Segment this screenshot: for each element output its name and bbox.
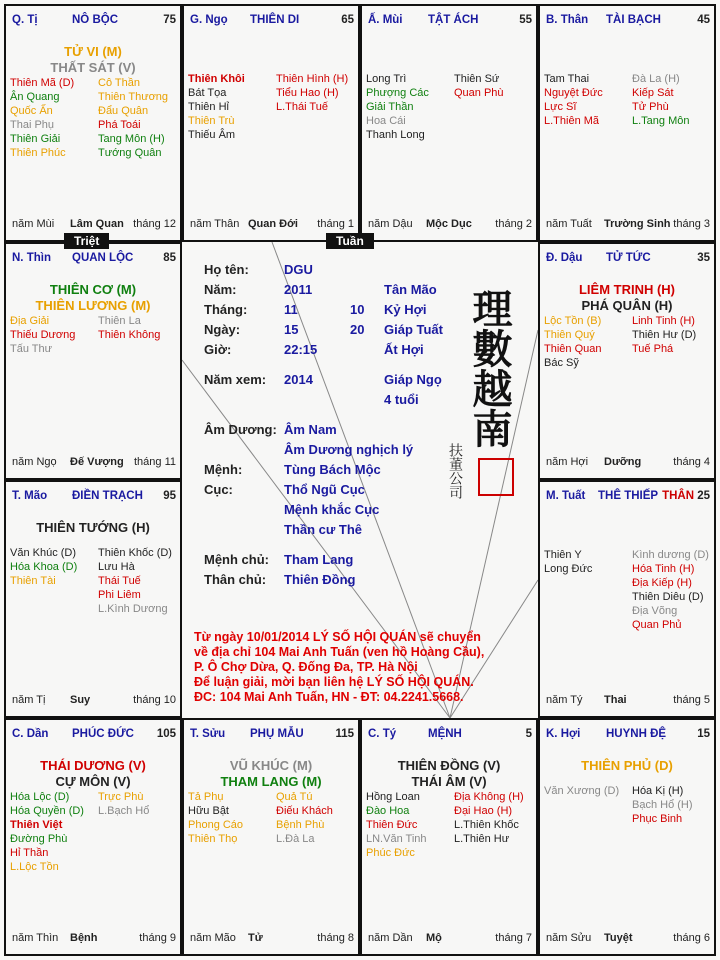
palace-branch: T. Sửu	[190, 728, 226, 740]
palace-header	[190, 14, 354, 30]
footer-stage: Tuyệt	[604, 932, 633, 944]
footer-month: tháng 7	[495, 932, 532, 944]
footer-month: tháng 5	[673, 694, 710, 706]
footer-year: năm Dần	[368, 932, 413, 944]
palace-footer	[546, 218, 710, 232]
palace-ngo	[182, 4, 360, 242]
value-menh: Tùng Bách Mộc	[284, 462, 381, 477]
palace-branch: K. Hợi	[546, 728, 581, 740]
main-star: THÁI ÂM (V)	[411, 774, 487, 789]
palace-name-text: THIÊN DI	[250, 14, 300, 26]
main-star: THAM LANG (M)	[220, 774, 322, 789]
minor-star: Tử Phù	[632, 101, 669, 113]
main-star: THIÊN LƯƠNG (M)	[35, 298, 151, 313]
minor-star: Thiên Khôi	[188, 73, 245, 85]
palace-branch: T. Mão	[12, 490, 48, 502]
minor-stars-left	[10, 76, 74, 160]
minor-star: Thiên Giải	[10, 133, 61, 145]
minor-star: Quốc Ấn	[10, 105, 53, 117]
seal-small-text: 扶董公司	[447, 443, 463, 499]
palace-name-text: TÀI BẠCH	[606, 14, 661, 26]
palace-age: 75	[163, 14, 176, 26]
palace-ti	[4, 4, 182, 242]
palace-footer	[12, 456, 176, 470]
palace-header	[190, 728, 354, 744]
value-am-duong: Âm Nam	[284, 422, 337, 437]
minor-stars-right	[276, 72, 348, 114]
palace-name	[250, 728, 304, 740]
minor-star: Hóa Lộc (D)	[10, 791, 70, 803]
main-star: THẤT SÁT (V)	[50, 60, 136, 75]
palace-age: 55	[519, 14, 532, 26]
palace-name-text: THÊ THIẾP	[598, 490, 659, 502]
minor-star: Thiên Hỉ	[188, 101, 229, 113]
minor-star: Ân Quang	[10, 91, 60, 103]
minor-star: Lộc Tồn (B)	[544, 315, 602, 327]
label-nam-xem: Năm xem:	[204, 372, 267, 387]
minor-star: Phi Liêm	[98, 589, 141, 601]
palace-header	[546, 252, 710, 268]
value-cuc-2: Mệnh khắc Cục	[284, 502, 380, 517]
minor-star: Thiên Thương	[98, 91, 169, 103]
minor-star: LN.Văn Tinh	[366, 833, 427, 845]
palace-name-text: PHỤ MẪU	[250, 728, 304, 740]
value-gio: 22:15	[284, 342, 318, 357]
minor-star: Phúc Đức	[366, 847, 415, 859]
minor-star: L.Bạch Hổ	[98, 805, 150, 817]
footer-year: năm Mão	[190, 932, 236, 944]
minor-stars-left	[544, 314, 601, 370]
minor-star: Thiên Mã (D)	[10, 77, 75, 89]
notice-text	[194, 630, 530, 705]
minor-star: Văn Xương (D)	[544, 785, 620, 797]
palace-name	[598, 490, 694, 502]
palace-branch: M. Tuất	[546, 490, 586, 502]
footer-stage: Thai	[604, 694, 627, 706]
seal-logo	[447, 268, 526, 499]
seal-calligraphy: 理數越南	[466, 288, 513, 448]
palace-header	[368, 728, 532, 744]
palace-name-text: QUAN LỘC	[72, 252, 134, 264]
palace-age: 105	[156, 728, 176, 740]
palace-tuat	[538, 480, 716, 718]
label-menh-chu: Mệnh chủ:	[204, 552, 269, 567]
minor-star: Long Trì	[366, 73, 407, 85]
palace-header	[12, 728, 176, 744]
label-menh: Mệnh:	[204, 462, 243, 477]
label-nam: Năm:	[204, 282, 237, 297]
footer-year: năm Mùi	[12, 218, 55, 230]
minor-star: Thiên Khốc (D)	[98, 547, 172, 559]
palace-branch: Đ. Dậu	[546, 252, 583, 264]
minor-stars-right	[632, 548, 709, 632]
minor-star: Thiên Việt	[10, 819, 63, 831]
palace-age: 65	[341, 14, 354, 26]
palace-name	[72, 490, 143, 502]
value-ngay: 15	[284, 322, 299, 337]
minor-star: Thiên Trù	[188, 115, 235, 127]
footer-year: năm Dậu	[368, 218, 413, 230]
minor-star: L.Thiên Mã	[544, 115, 600, 127]
minor-star: Thiên Sứ	[454, 73, 500, 85]
value-than-chu: Thiên Đồng	[284, 572, 356, 587]
minor-stars-left	[544, 548, 592, 576]
value-cuc: Thổ Ngũ Cục	[284, 482, 365, 497]
minor-star: Phong Cáo	[188, 819, 244, 831]
minor-star: Thái Tuế	[98, 575, 141, 587]
footer-stage: Trường Sinh	[604, 218, 671, 230]
value-thang-am: 10	[350, 302, 365, 317]
footer-month: tháng 8	[317, 932, 354, 944]
value-gio-can: Ất Hợi	[384, 342, 424, 357]
minor-star: Giải Thần	[366, 101, 414, 113]
value-nam-can: Tân Mão	[384, 282, 437, 297]
footer-month: tháng 11	[133, 456, 176, 468]
minor-star: Thiên Phúc	[10, 147, 66, 159]
minor-star: Địa Kiếp (H)	[632, 577, 692, 589]
minor-star: Thiên Diêu (D)	[632, 591, 704, 603]
footer-month: tháng 12	[133, 218, 176, 230]
minor-star: Thiếu Âm	[188, 129, 236, 141]
palace-footer	[190, 932, 354, 946]
minor-stars-left	[188, 790, 243, 846]
minor-stars-right	[632, 72, 689, 128]
palace-ty	[360, 718, 538, 956]
minor-star: Đẩu Quân	[98, 105, 149, 117]
footer-stage: Bệnh	[70, 932, 98, 944]
palace-footer	[12, 694, 176, 708]
value-ngay-can: Giáp Tuất	[384, 322, 443, 337]
minor-star: Văn Khúc (D)	[10, 547, 77, 559]
minor-star: Tả Phụ	[188, 791, 224, 803]
minor-stars-left	[366, 72, 429, 142]
minor-star: Long Đức	[544, 563, 593, 575]
value-nam-xem: 2014	[284, 372, 313, 387]
palace-header	[546, 728, 710, 744]
palace-header	[12, 14, 176, 30]
main-star: THIÊN ĐỒNG (V)	[397, 758, 501, 773]
palace-age: 15	[697, 728, 710, 740]
palace-mui	[360, 4, 538, 242]
footer-year: năm Tị	[12, 694, 46, 706]
footer-month: tháng 10	[133, 694, 176, 706]
main-star: THIÊN PHỦ (D)	[581, 758, 673, 773]
palace-footer	[546, 932, 710, 946]
minor-stars-left	[544, 72, 603, 128]
palace-branch: N. Thìn	[12, 252, 51, 264]
footer-stage: Tử	[248, 932, 263, 944]
minor-star: Đường Phù	[10, 833, 68, 845]
palace-branch: Ấ. Mùi	[368, 14, 403, 26]
main-star: TỬ VI (M)	[64, 44, 122, 59]
minor-stars-right	[632, 784, 693, 826]
minor-star: Thiên Hư (D)	[632, 329, 697, 341]
tuan-tag: Tuần	[326, 233, 374, 249]
palace-name-text: PHÚC ĐỨC	[72, 728, 134, 740]
label-am-duong: Âm Dương:	[204, 422, 277, 437]
footer-month: tháng 6	[673, 932, 710, 944]
palace-name	[72, 14, 118, 26]
minor-stars-right	[98, 76, 168, 160]
palace-branch: C. Tý	[368, 728, 397, 740]
minor-star: L.Lộc Tồn	[10, 861, 59, 873]
label-ho-ten: Họ tên:	[204, 262, 249, 277]
minor-star: Hóa Khoa (D)	[10, 561, 78, 573]
palace-branch: G. Ngọ	[190, 14, 228, 26]
footer-stage: Quan Đới	[248, 218, 298, 230]
minor-stars-left	[10, 546, 77, 588]
footer-year: năm Tý	[546, 694, 583, 706]
minor-star: Hữu Bật	[188, 805, 229, 817]
minor-stars-right	[454, 790, 524, 846]
value-am-duong-2: Âm Dương nghịch lý	[284, 442, 414, 457]
main-star: CỰ MÔN (V)	[55, 774, 131, 789]
palace-name-text: TỬ TỨC	[606, 252, 651, 264]
minor-star: L.Tang Môn	[632, 115, 690, 127]
palace-name-text: MỆNH	[428, 728, 462, 740]
palace-name	[250, 14, 299, 26]
palace-name-text: HUYNH ĐỆ	[606, 728, 667, 740]
minor-stars-left	[366, 790, 427, 860]
minor-star: Thiên Quý	[544, 329, 595, 341]
palace-footer	[368, 932, 532, 946]
minor-star: L.Đà La	[276, 833, 315, 845]
label-ngay: Ngày:	[204, 322, 241, 337]
palace-name	[72, 252, 133, 264]
label-thang: Tháng:	[204, 302, 248, 317]
minor-star: Linh Tinh (H)	[632, 315, 695, 327]
minor-star: Quả Tú	[276, 791, 313, 803]
main-star: VŨ KHÚC (M)	[229, 758, 313, 773]
minor-star: Thiên La	[98, 315, 141, 327]
minor-star: Nguyệt Đức	[544, 87, 603, 99]
minor-stars-right	[98, 546, 172, 616]
value-tuoi: 4 tuổi	[384, 392, 419, 407]
palace-header	[546, 14, 710, 30]
minor-star: L.Thiên Khốc	[454, 819, 519, 831]
value-cuc-3: Thần cư Thê	[284, 522, 363, 537]
value-menh-chu: Tham Lang	[284, 552, 354, 567]
main-star: PHÁ QUÂN (H)	[581, 298, 673, 313]
palace-age: 115	[335, 728, 354, 740]
palace-footer	[546, 694, 710, 708]
palace-name	[606, 252, 651, 264]
minor-stars-left	[188, 72, 245, 142]
palace-suu	[182, 718, 360, 956]
minor-star: Phục Binh	[632, 813, 683, 825]
palace-mao	[4, 480, 182, 718]
palace-name	[428, 14, 478, 26]
label-gio: Giờ:	[204, 342, 232, 357]
footer-year: năm Thìn	[12, 932, 59, 944]
minor-star: Địa Võng	[632, 605, 678, 617]
minor-star: Hóa Tinh (H)	[632, 563, 695, 575]
minor-star: Đà La (H)	[632, 73, 680, 85]
minor-stars-right	[98, 790, 149, 818]
footer-stage: Dưỡng	[604, 456, 642, 468]
palace-age: 85	[163, 252, 176, 264]
minor-star: Hỉ Thần	[10, 847, 49, 859]
footer-stage: Mộc Dục	[426, 218, 472, 230]
minor-star: Tướng Quân	[98, 147, 162, 159]
main-star: THIÊN CƠ (M)	[49, 282, 137, 297]
minor-star: Đại Hao (H)	[454, 805, 513, 817]
palace-header	[546, 490, 710, 506]
minor-star: Lực Sĩ	[544, 101, 577, 113]
minor-star: Phá Toái	[98, 119, 141, 131]
minor-star: Tam Thai	[544, 73, 590, 85]
minor-star: Đào Hoa	[366, 805, 410, 817]
seal-stamp	[478, 458, 514, 496]
minor-star: Bạch Hổ (H)	[632, 799, 693, 811]
value-ngay-am: 20	[350, 322, 365, 337]
minor-star: Hồng Loan	[366, 791, 420, 803]
minor-star: Trực Phù	[98, 791, 144, 803]
palace-name-text: TẬT ÁCH	[428, 14, 479, 26]
minor-stars-left	[10, 790, 84, 874]
minor-star: Quan Phủ	[632, 619, 682, 631]
value-thang: 11	[284, 302, 298, 317]
triet-tag: Triệt	[64, 233, 109, 249]
palace-footer	[546, 456, 710, 470]
minor-star: Lưu Hà	[98, 561, 135, 573]
minor-star: Thanh Long	[366, 129, 425, 141]
palace-name-text: NÔ BỘC	[72, 14, 118, 26]
minor-star: Thiên Thọ	[188, 833, 238, 845]
minor-stars-left	[544, 784, 619, 798]
than-marker: THÂN	[662, 490, 695, 502]
notice-line: về địa chỉ 104 Mai Anh Tuấn (ven hồ Hoàng Cầu),	[194, 645, 485, 659]
minor-star: Hoa Cái	[366, 115, 406, 127]
palace-age: 25	[697, 490, 710, 502]
palace-thin	[4, 242, 182, 480]
value-thang-can: Kỷ Hợi	[384, 302, 427, 317]
minor-star: Tấu Thư	[10, 343, 53, 355]
main-star: THÁI DƯƠNG (V)	[40, 758, 146, 773]
palace-header	[12, 490, 176, 506]
minor-star: Thiên Đức	[366, 819, 418, 831]
palace-branch: Q. Tị	[12, 14, 38, 26]
notice-line: Từ ngày 10/01/2014 LÝ SỐ HỘI QUÁN sẽ chuyển	[194, 630, 481, 644]
palace-name-text: ĐIỀN TRẠCH	[72, 490, 143, 502]
minor-stars-right	[98, 314, 160, 342]
palace-footer	[368, 218, 532, 232]
minor-star: Cô Thần	[98, 77, 140, 89]
footer-year: năm Sửu	[546, 932, 592, 944]
notice-line: P. Ô Chợ Dừa, Q. Đống Đa, TP. Hà Nội	[194, 660, 418, 674]
palace-dau	[538, 242, 716, 480]
minor-star: Hóa Kị (H)	[632, 785, 684, 797]
main-star: THIÊN TƯỚNG (H)	[36, 520, 150, 535]
minor-star: Bát Tọa	[188, 87, 227, 99]
notice-line: ĐC: 104 Mai Anh Tuấn, HN - ĐT: 04.2241.5668.	[194, 690, 464, 704]
palace-branch: B. Thân	[546, 14, 589, 26]
minor-star: Hóa Quyền (D)	[10, 805, 84, 817]
palace-hoi	[538, 718, 716, 956]
minor-star: Bệnh Phù	[276, 819, 325, 831]
minor-star: Kiếp Sát	[632, 87, 674, 99]
minor-star: Thai Phụ	[10, 119, 55, 131]
minor-star: Tuế Phá	[632, 343, 674, 355]
footer-month: tháng 2	[495, 218, 532, 230]
footer-month: tháng 3	[673, 218, 710, 230]
minor-star: Thiên Không	[98, 329, 161, 341]
label-than-chu: Thân chủ:	[204, 572, 267, 587]
footer-stage: Suy	[70, 694, 91, 706]
palace-branch: C. Dần	[12, 728, 49, 740]
palace-footer	[12, 932, 176, 946]
palace-footer	[12, 218, 176, 232]
palace-name	[72, 728, 134, 740]
palace-header	[12, 252, 176, 268]
palace-than	[538, 4, 716, 242]
minor-star: Địa Không (H)	[454, 791, 524, 803]
minor-star: L.Thiên Hư	[454, 833, 510, 845]
minor-star: Bác Sỹ	[544, 357, 579, 369]
minor-star: Thiên Y	[544, 549, 582, 561]
palace-age: 5	[525, 728, 532, 740]
value-ho-ten: DGU	[284, 262, 313, 277]
minor-star: Phượng Các	[366, 87, 429, 99]
footer-month: tháng 1	[317, 218, 354, 230]
minor-star: Thiên Hình (H)	[276, 73, 349, 85]
palace-dan	[4, 718, 182, 956]
palace-header	[368, 14, 532, 30]
minor-stars-left	[10, 314, 75, 356]
palace-age: 35	[697, 252, 710, 264]
minor-star: Kình dương (D)	[632, 549, 709, 561]
minor-star: Thiên Tài	[10, 575, 56, 587]
minor-star: Quan Phù	[454, 87, 504, 99]
minor-stars-right	[276, 790, 333, 846]
minor-star: Tang Môn (H)	[98, 133, 165, 145]
footer-year: năm Ngọ	[12, 456, 57, 468]
footer-year: năm Thân	[190, 218, 240, 230]
minor-star: Tiểu Hao (H)	[276, 87, 339, 99]
notice-line: Để luận giải, mời bạn liên hệ LÝ SỐ HỘI QUÁN.	[194, 675, 474, 689]
footer-month: tháng 9	[139, 932, 176, 944]
minor-star: Điếu Khách	[276, 805, 333, 817]
minor-star: L.Kình Dương	[98, 603, 168, 615]
palace-age: 95	[163, 490, 176, 502]
palace-name	[606, 728, 666, 740]
footer-year: năm Tuất	[546, 218, 592, 230]
footer-stage: Lâm Quan	[70, 218, 124, 230]
palace-name	[606, 14, 661, 26]
label-cuc: Cục:	[204, 482, 233, 497]
value-nam-xem-can: Giáp Ngọ	[384, 372, 442, 387]
minor-star: Địa Giải	[10, 315, 50, 327]
palace-footer	[190, 218, 354, 232]
footer-stage: Mộ	[426, 932, 442, 944]
palace-age: 45	[697, 14, 710, 26]
footer-month: tháng 4	[673, 456, 710, 468]
value-nam: 2011	[284, 282, 313, 297]
footer-stage: Đế Vượng	[70, 456, 124, 468]
minor-star: Thiên Quan	[544, 343, 602, 355]
main-star: LIÊM TRINH (H)	[578, 282, 676, 297]
palace-name	[428, 728, 462, 740]
minor-stars-right	[632, 314, 696, 356]
minor-star: L.Thái Tuế	[276, 101, 328, 113]
minor-stars-right	[454, 72, 504, 100]
minor-star: Thiếu Dương	[10, 329, 76, 341]
footer-year: năm Hợi	[546, 456, 589, 468]
